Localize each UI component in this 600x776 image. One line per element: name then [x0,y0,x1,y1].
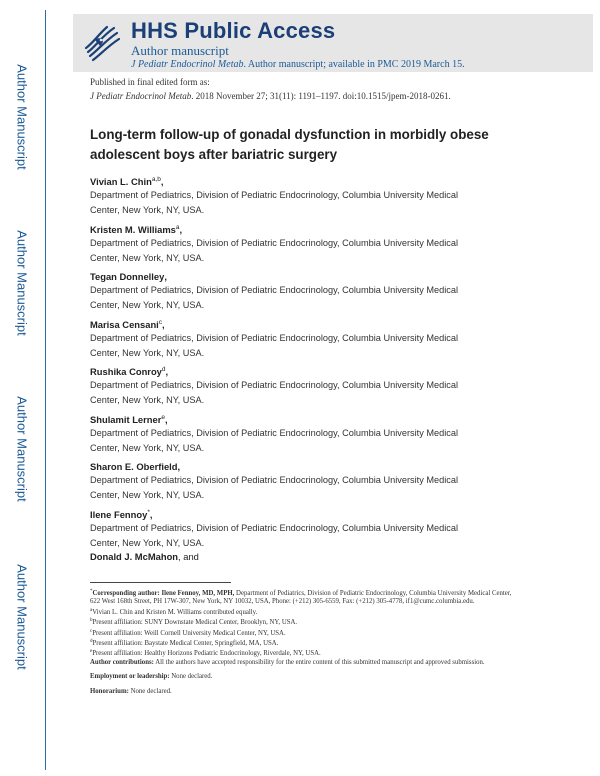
manuscript-label: Author manuscript [131,43,229,58]
author-name: Sharon E. Oberfield, [90,461,181,472]
author-affiliation: Department of Pediatrics, Division of Pediatric Endocrinology, Columbia University Medical [90,475,458,485]
author-list [90,173,530,553]
sidebar-label-1: Author Manuscript [14,64,30,170]
author-name: Ilene Fennoy*, [90,508,153,520]
employment-note: Employment or leadership: None declared. [90,673,213,681]
availability-line [131,59,465,70]
published-label: Published in final edited form as: [90,77,210,87]
author-affiliation-cont: Center, New York, NY, USA. [90,205,205,215]
footnote-item: $^c$Present affiliation: Weill Cornell University Medical Center, NY, USA. [90,628,286,637]
journal-abbrev: J Pediatr Endocrinol Metab [131,59,244,70]
sidebar-label-4: Author Manuscript [14,564,30,670]
footnotes [90,588,520,696]
author-block [90,411,530,459]
author-affiliation: Department of Pediatrics, Division of Pediatric Endocrinology, Columbia University Medical [90,522,458,533]
author-contributions-note: Author contributions: All the authors have accepted responsibility for the entire content of this submitted manuscript and approved submission. [90,658,485,666]
author-affiliation: Department of Pediatrics, Division of Pediatric Endocrinology, Columbia University Medical [90,332,458,343]
availability-text: . Author manuscript; available in PMC 2019 March 15. [243,59,465,70]
corresponding-author-note: *Corresponding author: Ilene Fennoy, MD, MPH, Department of Pediatrics, Division of Pediatric Endocrinology, Columbia University Medical Center, 622 West 168th Street, PH 17W-307, New York, NY 10032, USA, Phone: (+212) 305-6559, Fax: (+212) 305-4778, if1@cumc.columbia.edu. [90,589,512,606]
author-name: Rushika Conroy$^d$, [90,366,169,377]
author-block [90,458,530,506]
author-name: Vivian L. Chin$^{a,b}$, [90,176,164,187]
author-block [90,268,530,316]
author-name: Shulamit Lerner$^e$, [90,413,168,425]
author-affiliation: Department of Pediatrics, Division of Pediatric Endocrinology, Columbia University Medical [90,237,458,248]
hhs-title: HHS Public Access [131,18,336,43]
author-affiliation-cont: Center, New York, NY, USA. [90,395,205,405]
footnote-item: $^a$Vivian L. Chin and Kristen M. Williams contributed equally. [90,607,258,616]
honorarium-note: Honorarium: None declared. [90,687,172,695]
footnote-item: $^d$Present affiliation: Baystate Medical Center, Springfield, MA, USA. [90,639,279,648]
footnote-divider [90,582,231,583]
citation [90,91,451,101]
author-affiliation-cont: Center, New York, NY, USA. [90,300,205,310]
author-block [90,221,530,269]
last-author: Donald J. McMahon, and [90,551,199,562]
author-affiliation: Department of Pediatrics, Division of Pediatric Endocrinology, Columbia University Medical [90,380,458,390]
author-affiliation-cont: Center, New York, NY, USA. [90,490,205,500]
sidebar-rule [45,10,46,770]
author-name: Kristen M. Williams$^a$, [90,223,183,235]
author-affiliation: Department of Pediatrics, Division of Pediatric Endocrinology, Columbia University Medical [90,190,458,200]
sidebar-label-2: Author Manuscript [14,230,30,336]
author-affiliation: Department of Pediatrics, Division of Pediatric Endocrinology, Columbia University Medical [90,285,458,295]
hhs-header [73,14,593,72]
footnote-item: $^e$Present affiliation: Healthy Horizons Pediatric Endocrinology, Riverdale, NY, USA. [90,649,321,658]
author-affiliation-cont: Center, New York, NY, USA. [90,252,205,263]
author-name: Marisa Censani$^c$, [90,318,165,330]
author-block [90,316,530,364]
author-block [90,506,530,554]
author-block [90,363,530,411]
author-name: Tegan Donnelley, [90,271,167,282]
sidebar-label-3: Author Manuscript [14,396,30,502]
author-affiliation-cont: Center, New York, NY, USA. [90,537,205,548]
footnote-item: $^b$Present affiliation: SUNY Downstate Medical Center, Brooklyn, NY, USA. [90,618,298,627]
citation-journal: J Pediatr Endocrinol Metab [90,91,192,101]
citation-details: . 2018 November 27; 31(11): 1191–1197. doi:10.1515/jpem-2018-0261. [191,91,451,101]
hhs-eagle-logo-icon [80,20,124,64]
author-block [90,173,530,221]
article-title: Long-term follow-up of gonadal dysfunction in morbidly obese adolescent boys after bariatric surgery [90,127,489,162]
author-affiliation-cont: Center, New York, NY, USA. [90,347,205,358]
author-affiliation-cont: Center, New York, NY, USA. [90,442,205,453]
author-affiliation: Department of Pediatrics, Division of Pediatric Endocrinology, Columbia University Medical [90,427,458,438]
